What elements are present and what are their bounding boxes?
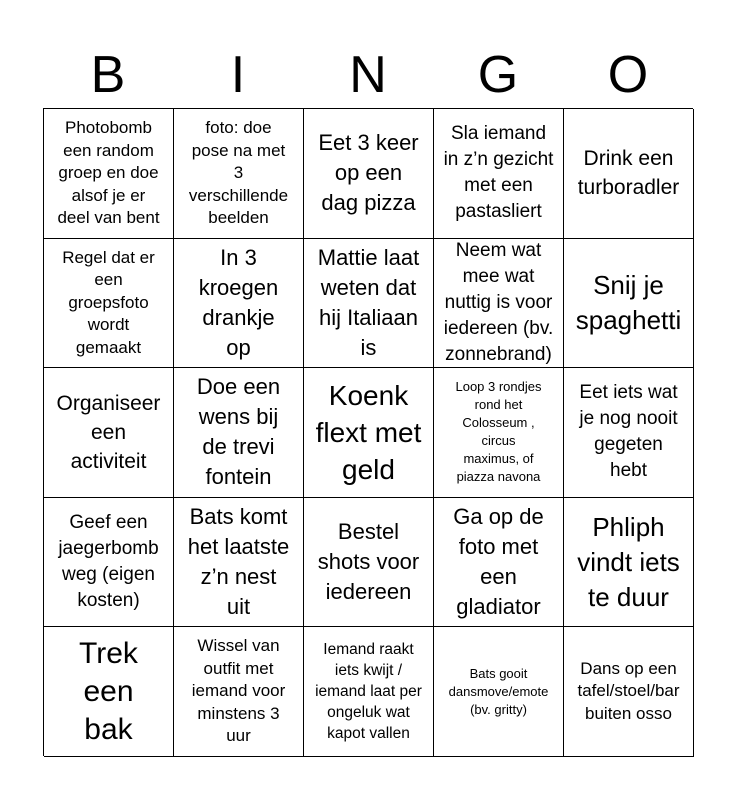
cell-text: Doe een wens bij de trevi fontein	[196, 374, 281, 490]
bingo-cell[interactable]	[564, 239, 694, 369]
bingo-cell[interactable]	[304, 627, 434, 757]
bingo-cell[interactable]	[304, 239, 434, 369]
bingo-cell[interactable]	[174, 498, 304, 628]
header-letter-g: G	[477, 46, 519, 104]
cell-text: Sla iemand in z’n gezicht met een pastasliert	[443, 123, 554, 223]
cell-text: Mattie laat weten dat hij Italiaan is	[317, 244, 420, 360]
bingo-cell[interactable]	[174, 239, 304, 369]
bingo-cell[interactable]	[304, 498, 434, 628]
cell-text: Phliph vindt iets te duur	[577, 511, 680, 612]
header-letter-n: N	[349, 46, 387, 104]
bingo-cell[interactable]	[44, 627, 174, 757]
bingo-cell[interactable]	[174, 627, 304, 757]
bingo-cell[interactable]	[434, 368, 564, 498]
cell-text: Drink een turboradler	[577, 147, 680, 200]
bingo-cell[interactable]	[44, 498, 174, 628]
bingo-cell[interactable]	[44, 368, 174, 498]
bingo-cell[interactable]	[564, 368, 694, 498]
bingo-cell[interactable]	[304, 109, 434, 239]
cell-text: Snij je spaghetti	[575, 269, 682, 335]
bingo-cell[interactable]	[564, 498, 694, 628]
cell-text: Regel dat er een groepsfoto wordt gemaakt	[62, 247, 155, 357]
cell-text: foto: doe pose na met 3 verschillende beelden	[188, 118, 289, 228]
bingo-header	[43, 42, 693, 108]
bingo-cell[interactable]	[434, 627, 564, 757]
bingo-cell[interactable]	[44, 239, 174, 369]
bingo-cell[interactable]	[304, 368, 434, 498]
bingo-cell[interactable]	[434, 109, 564, 239]
bingo-cell[interactable]	[434, 498, 564, 628]
cell-text: Bats komt het laatste z’n nest uit	[187, 504, 290, 620]
cell-text: Bats gooit dansmove/emote (bv. gritty)	[448, 665, 549, 717]
bingo-grid	[43, 108, 693, 756]
cell-text: Iemand raakt iets kwijt / iemand laat per ongeluk wat kapot vallen	[315, 641, 422, 743]
cell-text: Ga op de foto met een gladiator	[453, 504, 544, 620]
cell-text: Organiseer een activiteit	[56, 391, 161, 473]
header-letter-o: O	[607, 46, 649, 104]
cell-text: Koenk flext met geld	[315, 379, 422, 485]
cell-text: Dans op een tafel/stoel/bar buiten osso	[577, 658, 680, 723]
cell-text: Photobomb een random groep en doe alsof je er deel van bent	[57, 118, 160, 228]
cell-text: Wissel van outfit met iemand voor minstens 3 uur	[191, 636, 286, 746]
cell-text: In 3 kroegen drankje op	[198, 244, 279, 360]
bingo-cell[interactable]	[434, 239, 564, 369]
cell-text: Loop 3 rondjes rond het Colosseum , circus maximus, of piazza navona	[455, 379, 542, 485]
cell-text: Eet iets wat je nog nooit gegeten hebt	[579, 382, 678, 482]
bingo-cell[interactable]	[174, 368, 304, 498]
cell-text: Eet 3 keer op een dag pizza	[318, 130, 419, 216]
cell-text: Trek een bak	[79, 636, 138, 746]
bingo-cell[interactable]	[44, 109, 174, 239]
cell-text: Bestel shots voor iedereen	[317, 519, 420, 605]
header-letter-i: I	[230, 46, 246, 104]
bingo-cell[interactable]	[174, 109, 304, 239]
bingo-cell[interactable]	[564, 109, 694, 239]
cell-text: Neem wat mee wat nuttig is voor iedereen (bv. zonnebrand)	[443, 239, 554, 365]
cell-text: Geef een jaegerbomb weg (eigen kosten)	[58, 512, 159, 612]
header-letter-b: B	[90, 46, 126, 104]
bingo-cell[interactable]	[564, 627, 694, 757]
